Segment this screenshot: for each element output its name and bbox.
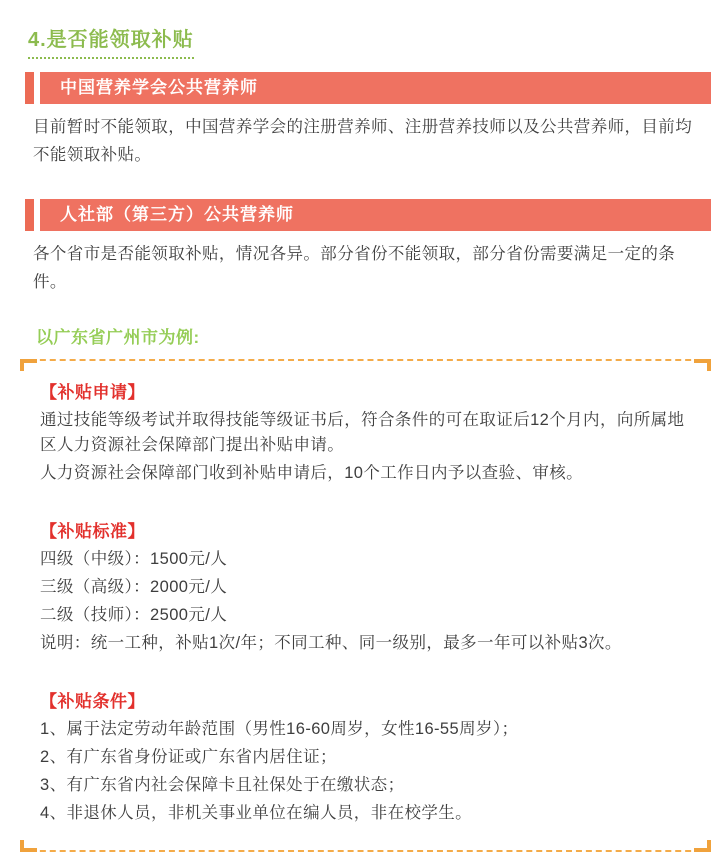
box-corner-bottom-left <box>20 840 37 852</box>
block-text-line: 三级（高级）：2000元/人 <box>40 578 228 596</box>
box-corner-top-right <box>694 359 711 371</box>
box-corner-top-left <box>20 359 37 371</box>
section-header-bar-mohrss: 人社部（第三方）公共营养师 <box>40 199 711 231</box>
block-text-line: 人力资源社会保障部门收到补贴申请后，10个工作日内予以查验、审核。 <box>40 464 584 482</box>
section-body-cnss: 目前暂时不能领取，中国营养学会的注册营养师、注册营养技师以及公共营养师，目前均不能领取补贴。 <box>33 118 693 164</box>
header-accent-block <box>25 199 34 231</box>
block-text-line: 说明：统一工种，补贴1次/年；不同工种、同一级别，最多一年可以补贴3次。 <box>40 634 622 652</box>
section-header-cnss <box>25 72 711 104</box>
block-text-line: 3、有广东省内社会保障卡且社保处于在缴状态； <box>40 776 405 794</box>
block-text-line: 四级（中级）：1500元/人 <box>40 550 228 568</box>
block-subsidy-conditions <box>40 690 691 826</box>
section-header-mohrss <box>25 199 711 231</box>
block-subsidy-standard <box>40 520 691 656</box>
block-label-conditions: 【补贴条件】 <box>40 692 145 711</box>
section-body-mohrss: 各个省市是否能领取补贴，情况各异。部分省份不能领取，部分省份需要满足一定的条件。 <box>33 245 676 291</box>
box-corner-bottom-right <box>694 840 711 852</box>
header-accent-block <box>25 72 34 104</box>
section-header-bar-cnss: 中国营养学会公共营养师 <box>40 72 711 104</box>
block-subsidy-application <box>40 381 691 486</box>
example-detail-box <box>20 359 711 852</box>
block-label-standard: 【补贴标准】 <box>40 522 145 541</box>
block-label-application: 【补贴申请】 <box>40 383 145 402</box>
block-text-line: 二级（技师）：2500元/人 <box>40 606 228 624</box>
block-text-line: 1、属于法定劳动年龄范围（男性16-60周岁，女性16-55周岁）； <box>40 720 519 738</box>
page-title: 4.是否能领取补贴 <box>28 28 194 59</box>
block-text-line: 2、有广东省身份证或广东省内居住证； <box>40 748 337 766</box>
block-text-line: 通过技能等级考试并取得技能等级证书后，符合条件的可在取证后12个月内，向所属地区人力资源社会保障部门提出补贴申请。 <box>40 411 685 454</box>
example-intro-label: 以广东省广州市为例: <box>36 328 200 347</box>
block-text-line: 4、非退休人员，非机关事业单位在编人员，非在校学生。 <box>40 804 473 822</box>
